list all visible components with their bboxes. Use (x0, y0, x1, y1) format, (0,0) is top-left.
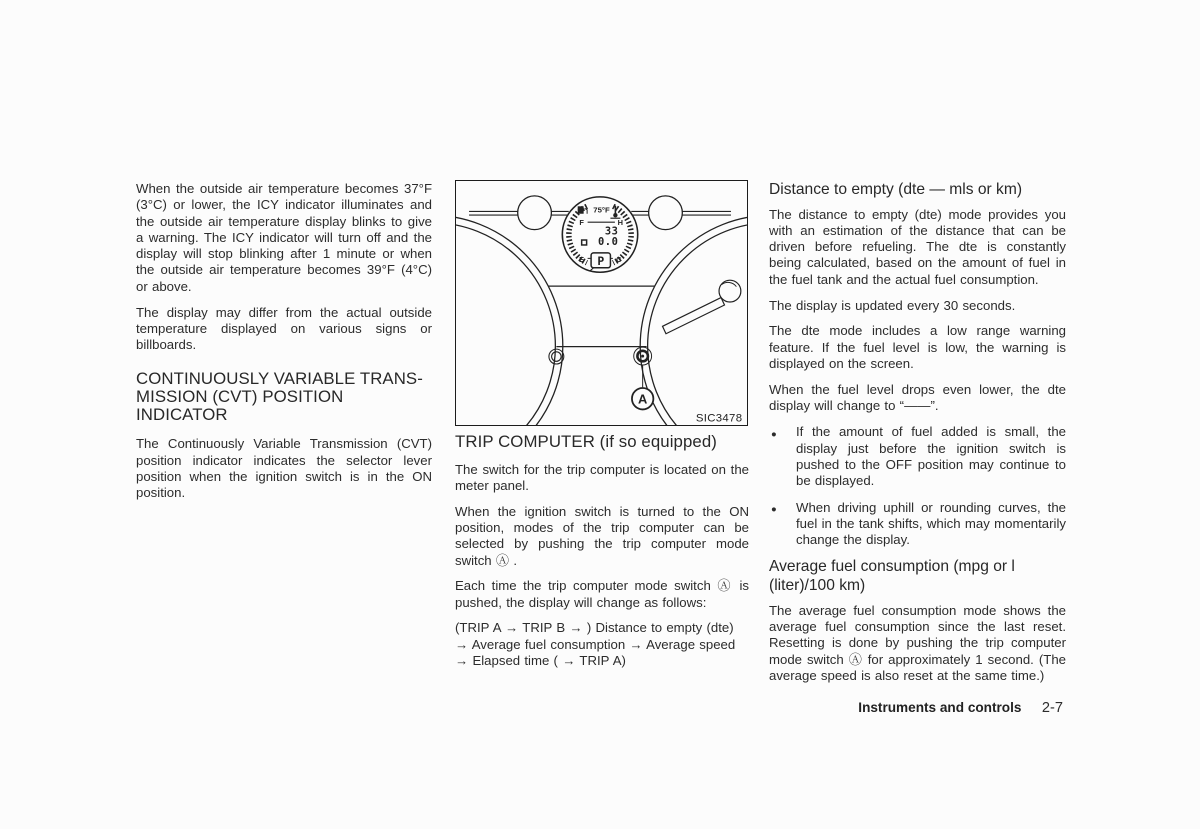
figure-caption: SIC3478 (695, 412, 743, 425)
paragraph-mode-selection: When the ignition switch is turned to the ON position, modes of the trip computer can be selected by pushing the trip computer mode switch Ⓐ . (455, 503, 749, 568)
display-digits-bottom: 0.0 (598, 235, 619, 248)
page-footer (858, 699, 1063, 717)
instrument-cluster-figure (455, 180, 748, 426)
footer-section-title: Instruments and controls (858, 700, 1022, 715)
paragraph-dte-dashes: When the fuel level drops even lower, the dte display will change to “——”. (769, 381, 1066, 414)
illumination-control-switch (549, 349, 564, 364)
right-indicator-circle (649, 196, 683, 230)
instrument-cluster-drawing (456, 181, 747, 425)
paragraph-avg-fuel-consumption: The average fuel consumption mode shows the average fuel consumption since the last reset. Resetting is done by pushing the trip computer mode switch Ⓐ for approximately 1 second. (The average speed is also reset at the same time.) (769, 602, 1066, 683)
paragraph-update-interval: The display is updated every 30 seconds. (769, 297, 1016, 313)
paragraph-each-push: Each time the trip computer mode switch Ⓐ is pushed, the display will change as follows: (455, 578, 749, 610)
paragraph-display-differ: The display may differ from the actual outside temperature displayed on various signs or billboards. (136, 304, 432, 353)
trip-computer-display (562, 197, 637, 272)
bullet-uphill-curves: ● When driving uphill or rounding curves, the fuel in the tank shifts, which may momentarily change the display. (769, 500, 1066, 549)
left-indicator-circle (518, 196, 552, 230)
mode-sequence-list: (TRIP A → TRIP B → ) Distance to empty (dte) → Average fuel consumption → Average speed → Elapsed time ( → TRIP A) (455, 620, 736, 669)
subheading-distance-to-empty: Distance to empty (dte — mls or km) (769, 181, 1023, 198)
temp-hot-label: H (617, 218, 624, 228)
left-column (136, 181, 432, 511)
fuel-empty-label: E (579, 254, 585, 264)
left-gauge-outline (456, 215, 563, 425)
heading-line-1: CONTINUOUSLY VARIABLE TRANS- (136, 369, 423, 389)
display-digits-top: 33 (604, 225, 619, 238)
paragraph-low-range-warning: The dte mode includes a low range warning feature. If the fuel level is low, the warning is displayed on the screen. (769, 323, 1066, 371)
paragraph-icy-indicator: When the outside air temperature becomes 37°F (3°C) or lower, the ICY indicator illuminates and the outside air temperature display blinks to give a warning. The ICY indicator will turn off and the display will stop blinking after 1 minute or when the outside air temperature becomes 39°F (4°C) or above. (136, 181, 432, 294)
svg-text:A: A (638, 391, 648, 407)
paragraph-switch-location: The switch for the trip computer is located on the meter panel. (455, 461, 749, 493)
callout-a-label (632, 388, 653, 409)
cluster-panel-lines (548, 286, 654, 347)
subheading-average-fuel-consumption: Average fuel consumption (mpg or l (liter)/100 km) (769, 558, 1015, 595)
fuel-full-label: F (579, 218, 584, 228)
section-heading-trip-computer: TRIP COMPUTER (if so equipped) (455, 432, 717, 451)
outside-temp-reading: 75°F (593, 205, 610, 215)
section-heading-cvt-indicator (136, 370, 432, 423)
trip-computer-mode-switch (634, 347, 652, 365)
heading-line-2: MISSION (CVT) POSITION INDICATOR (136, 387, 344, 424)
middle-column (455, 180, 749, 679)
dte-notes-list (769, 424, 1066, 548)
paragraph-dte-description: The distance to empty (dte) mode provides you with an estimation of the distance that can be driven before refueling. The dte is constantly being calculated, based on the amount of fuel in the fuel tank and the actual fuel consumption. (769, 206, 1066, 287)
footer-page-number: 2-7 (1041, 700, 1063, 716)
shift-position-indicator: P (597, 253, 605, 268)
paragraph-cvt-indicator: The Continuously Variable Transmission (CVT) position indicator indicates the selector lever position when the ignition switch is in the ON position. (136, 436, 432, 501)
wiper-stalk (663, 280, 741, 334)
bullet-small-fuel-added: ● If the amount of fuel added is small, the display just before the ignition switch is pushed to the OFF position may continue to be displayed. (769, 424, 1066, 489)
temp-cold-label: C (616, 254, 622, 264)
right-column (769, 181, 1066, 694)
